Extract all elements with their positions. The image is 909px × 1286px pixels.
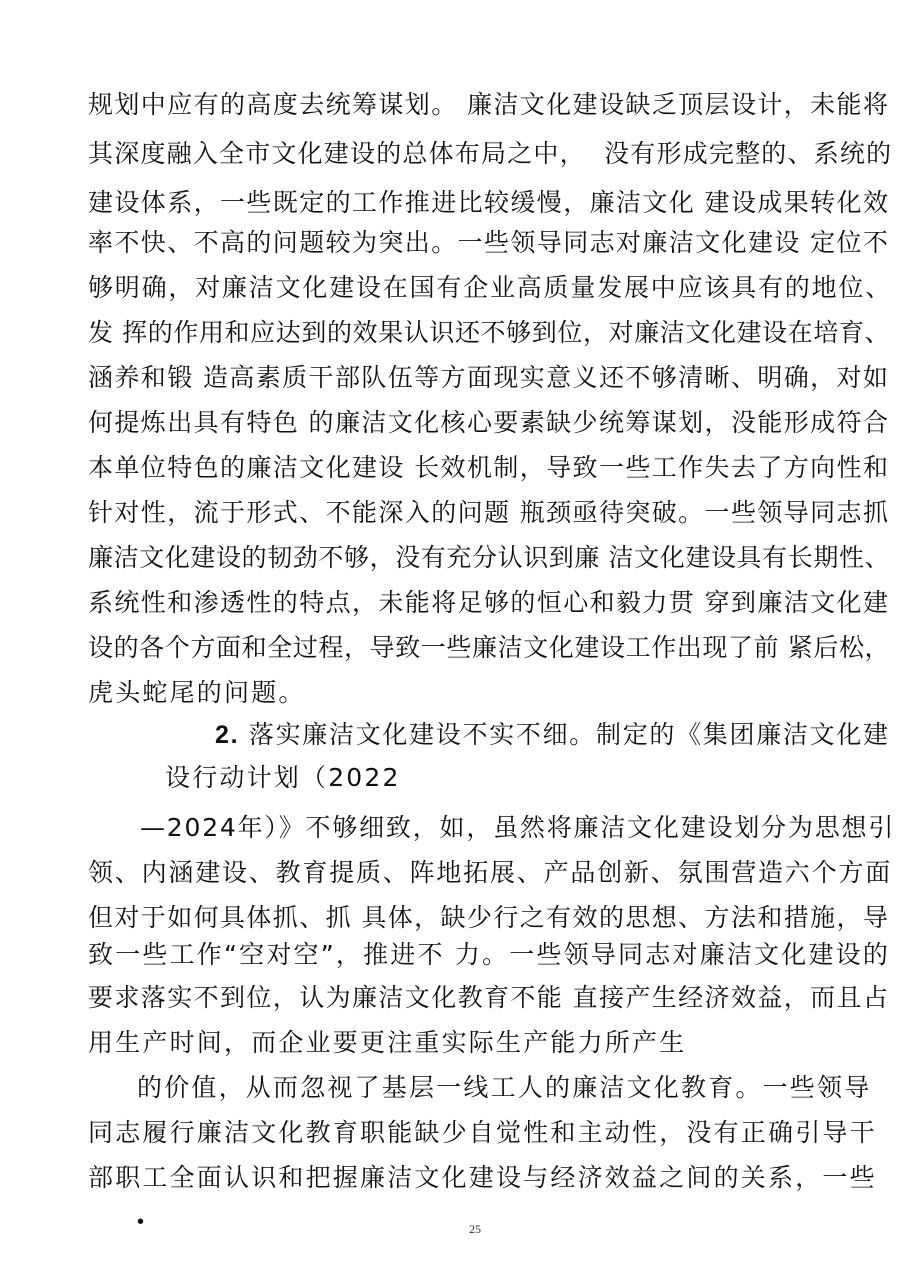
paragraph-1-line: 针对性，流于形式、不能深入的问题 瓶颈亟待突破。一些领导同志抓 <box>88 498 890 527</box>
item-2-line: 但对于如何具体抓、抓 具体，缺少行之有效的思想、方法和措施，导 <box>88 903 890 932</box>
item-2-line: 要求落实不到位，认为廉洁文化教育不能 直接产生经济效益，而且占 <box>88 983 890 1012</box>
paragraph-1-line: 虎头蛇尾的问题。 <box>88 678 306 707</box>
paragraph-1-line: 本单位特色的廉洁文化建设 长效机制，导致一些工作失去了方向性和 <box>88 453 890 482</box>
paragraph-1-line: 规划中应有的高度去统筹谋划。 廉洁文化建设缺乏顶层设计，未能将 <box>88 90 890 119</box>
paragraph-3-line: 部职工全面认识和把握廉洁文化建设与经济效益之间的关系，一些 <box>88 1163 877 1192</box>
paragraph-1-line: 率不快、不高的问题较为突出。一些领导同志对廉洁文化建设 定位不 <box>88 228 890 257</box>
item-2-line: 领、内涵建设、教育提质、阵地拓展、产品创新、氛围营造六个方面 <box>88 858 893 887</box>
paragraph-1-line: 设的各个方面和全过程，导致一些廉洁文化建设工作出现了前 紧后松， <box>88 633 891 662</box>
paragraph-1-line: 何提炼出具有特色 的廉洁文化核心要素缺少统筹谋划，没能形成符合 <box>88 408 890 437</box>
paragraph-1-line: 其深度融入全市文化建设的总体布局之中， 没有形成完整的、系统的 <box>88 139 893 168</box>
item-2-line: 设行动计划（2022 <box>165 763 401 792</box>
paragraph-1-line: 建设体系，一些既定的工作推进比较缓慢，廉洁文化 建设成果转化效 <box>88 188 890 217</box>
paragraph-1-line: 廉洁文化建设的韧劲不够，没有充分认识到廉 洁文化建设具有长期性、 <box>88 543 891 572</box>
item-2-line: —2024年）》不够细致，如，虽然将廉洁文化建设划分为思想引 <box>140 813 896 842</box>
item-2-line: 用生产时间，而企业要更注重实际生产能力所产生 <box>88 1028 687 1057</box>
item-2-heading <box>215 720 890 750</box>
item-number: 2. <box>215 721 240 749</box>
paragraph-3-line: 同志履行廉洁文化教育职能缺少自觉性和主动性，没有正确引导干 <box>88 1118 877 1147</box>
list-bullet: • <box>137 1211 145 1233</box>
paragraph-1-line: 发 挥的作用和应达到的效果认识还不够到位，对廉洁文化建设在培育、 <box>88 318 891 347</box>
paragraph-1-line: 系统性和渗透性的特点，未能将足够的恒心和毅力贯 穿到廉洁文化建 <box>88 588 890 617</box>
paragraph-1-line: 涵养和锻 造高素质干部队伍等方面现实意义还不够清晰、明确，对如 <box>88 363 890 392</box>
paragraph-1-line: 够明确，对廉洁文化建设在国有企业高质量发展中应该具有的地位、 <box>88 273 893 302</box>
page-number: 25 <box>469 1222 481 1236</box>
item-2-line: 致一些工作“空对空”，推进不 力。一些领导同志对廉洁文化建设的 <box>88 940 891 969</box>
item-heading-text: 落实廉洁文化建设不实不细。制定的《集团廉洁文化建 <box>248 720 890 749</box>
paragraph-3-line: 的价值，从而忽视了基层一线工人的廉洁文化教育。一些领导 <box>137 1073 872 1102</box>
